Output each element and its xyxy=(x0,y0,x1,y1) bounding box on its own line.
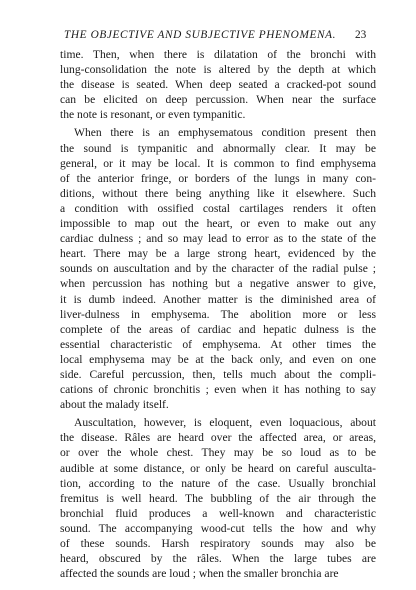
text-line: cations of chronic bronchitis ; even when it has nothing to say xyxy=(60,383,376,397)
text-line: heard, obscured by the râles. When the large tubes are xyxy=(60,552,376,566)
text-line: heart. There may be a large strong heart, evidenced by the xyxy=(60,247,376,261)
text-line: time. Then, when there is dilatation of the bronchi with xyxy=(60,48,376,61)
text-line: general, or it may be local. It is common to find emphysema xyxy=(60,156,376,170)
text-line: Auscultation, however, is eloquent, even loquacious, about xyxy=(74,416,376,430)
running-head xyxy=(0,27,416,43)
text-line: essential characteristic of emphysema. At other times the xyxy=(60,337,376,351)
text-line: sound. The accompanying wood-cut tells the how and why xyxy=(60,521,376,535)
text-line: tion, according to the nature of the case. Usually bronchial xyxy=(60,476,376,490)
text-line: liver-dulness in emphysema. The abolition more or less xyxy=(60,307,376,321)
text-line: about the malady itself. xyxy=(60,398,169,412)
text-line: of these sounds. Harsh respiratory sounds may also be xyxy=(60,537,376,550)
text-line: the disease is seated. When deep seated a cracked-pot sound xyxy=(60,78,376,92)
text-line: a condition with ossified costal cartilages renders it often xyxy=(60,201,376,215)
text-line: it is dumb indeed. Another matter is the diminished area of xyxy=(60,292,376,306)
paragraph xyxy=(60,415,376,581)
running-title: THE OBJECTIVE AND SUBJECTIVE PHENOMENA. xyxy=(64,29,337,41)
text-line: cardiac dulness ; and so may lead to error as to the state of the xyxy=(60,232,376,246)
text-line: the note is resonant, or even tympanitic. xyxy=(60,108,246,122)
text-line: When there is an emphysematous condition present then xyxy=(74,126,376,140)
text-line: affected the sounds are loud ; when the smaller bronchia are xyxy=(60,567,339,581)
text-line: bronchial fluid produces a well-known and characteristic xyxy=(60,506,376,520)
text-line: audible at some distance, or only be heard on careful ausculta- xyxy=(60,461,376,475)
text-line: ditions, without there being anything like it elsewhere. Such xyxy=(60,186,376,200)
text-line: the disease. Râles are heard over the affected area, or areas, xyxy=(60,431,376,445)
paragraph xyxy=(60,47,376,122)
text-line: the sound is tympanitic and abnormally clear. It may be xyxy=(60,141,376,155)
text-line: complete of the areas of cardiac and hepatic dulness is the xyxy=(60,322,376,336)
text-line: sounds on auscultation and by the character of the radial pulse ; xyxy=(60,262,376,276)
text-line: local emphysema may be at the back only, and even on one xyxy=(60,352,376,366)
text-line: impossible to map out the heart, or even to make out any xyxy=(60,217,376,231)
body-text xyxy=(60,47,376,581)
text-line: when percussion has nothing but a negative answer to give, xyxy=(60,277,376,291)
text-line: or over the whole chest. They may be so loud as to be xyxy=(60,446,376,460)
paragraph xyxy=(60,125,376,412)
text-line: lung-consolidation the note is altered by the depth at which xyxy=(60,63,376,77)
text-line: side. Careful percussion, then, tells much about the compli- xyxy=(60,367,376,381)
page-number: 23 xyxy=(355,29,367,41)
text-line: fremitus is well heard. The bubbling of the air through the xyxy=(60,491,376,505)
text-line: can be elicited on deep percussion. When near the surface xyxy=(60,93,376,107)
text-line: of the anterior fringe, or borders of the lungs in many con- xyxy=(60,171,376,185)
